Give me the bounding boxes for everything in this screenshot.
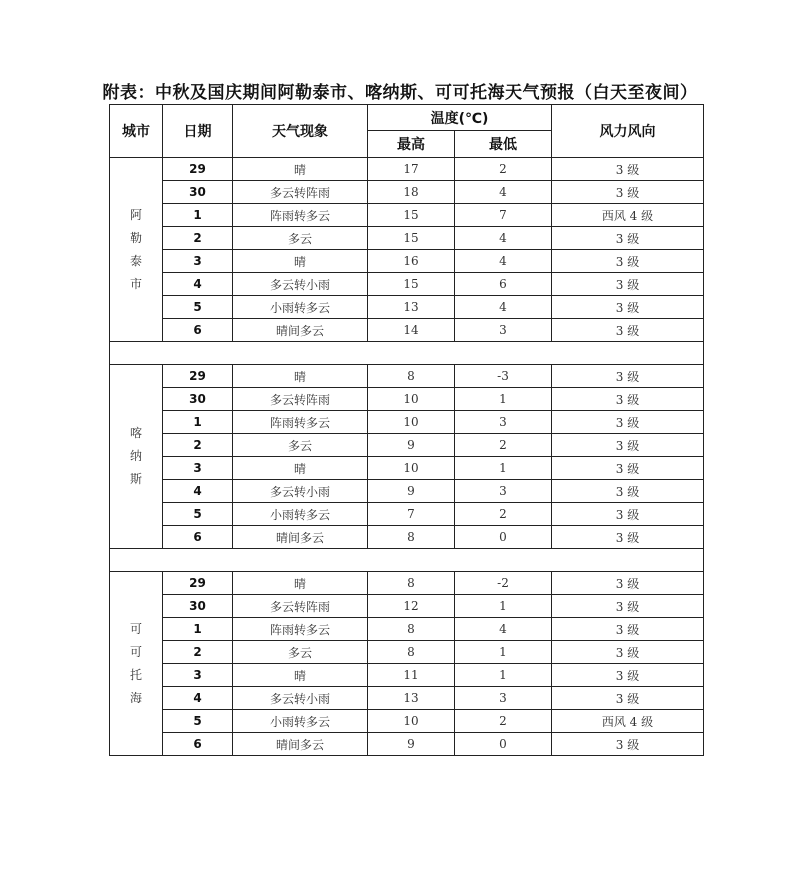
wind-cell: 西风 4 级 <box>552 204 704 227</box>
weather-cell: 多云 <box>233 641 368 664</box>
weather-cell: 小雨转多云 <box>233 503 368 526</box>
weather-cell: 晴间多云 <box>233 733 368 756</box>
high-temp-cell: 17 <box>368 158 455 181</box>
table-row <box>110 434 704 457</box>
date-cell: 29 <box>163 158 233 181</box>
date-cell: 2 <box>163 434 233 457</box>
table-body <box>110 158 704 756</box>
date-cell: 1 <box>163 618 233 641</box>
low-temp-cell: 4 <box>455 250 552 273</box>
weather-cell: 多云转阵雨 <box>233 181 368 204</box>
date-cell: 2 <box>163 227 233 250</box>
wind-cell: 3 级 <box>552 572 704 595</box>
high-temp-cell: 13 <box>368 687 455 710</box>
table-row <box>110 319 704 342</box>
table-row <box>110 365 704 388</box>
low-temp-cell: 1 <box>455 457 552 480</box>
wind-cell: 3 级 <box>552 158 704 181</box>
high-temp-cell: 15 <box>368 227 455 250</box>
date-cell: 1 <box>163 204 233 227</box>
table-row <box>110 526 704 549</box>
wind-cell: 3 级 <box>552 641 704 664</box>
date-cell: 29 <box>163 572 233 595</box>
separator-row <box>110 549 704 572</box>
separator-row <box>110 342 704 365</box>
low-temp-cell: 4 <box>455 296 552 319</box>
weather-cell: 多云转小雨 <box>233 480 368 503</box>
wind-cell: 3 级 <box>552 388 704 411</box>
city-name-cell <box>110 572 163 756</box>
high-temp-cell: 9 <box>368 480 455 503</box>
high-temp-cell: 9 <box>368 434 455 457</box>
weather-cell: 小雨转多云 <box>233 710 368 733</box>
weather-cell: 晴 <box>233 664 368 687</box>
wind-cell: 3 级 <box>552 457 704 480</box>
date-cell: 6 <box>163 319 233 342</box>
date-cell: 2 <box>163 641 233 664</box>
high-temp-cell: 10 <box>368 710 455 733</box>
date-cell: 3 <box>163 250 233 273</box>
table-row <box>110 158 704 181</box>
low-temp-cell: 4 <box>455 181 552 204</box>
weather-cell: 晴间多云 <box>233 319 368 342</box>
table-row <box>110 687 704 710</box>
low-temp-cell: 0 <box>455 526 552 549</box>
weather-cell: 多云转阵雨 <box>233 595 368 618</box>
weather-forecast-table <box>109 104 704 756</box>
weather-cell: 晴 <box>233 572 368 595</box>
wind-cell: 3 级 <box>552 296 704 319</box>
low-temp-cell: 7 <box>455 204 552 227</box>
wind-cell: 3 级 <box>552 273 704 296</box>
wind-cell: 西风 4 级 <box>552 710 704 733</box>
city-name: 阿勒泰市 <box>129 207 142 291</box>
table-row <box>110 273 704 296</box>
table-row <box>110 411 704 434</box>
low-temp-cell: 3 <box>455 687 552 710</box>
table-row <box>110 595 704 618</box>
wind-cell: 3 级 <box>552 365 704 388</box>
weather-cell: 晴 <box>233 158 368 181</box>
header-weather: 天气现象 <box>233 105 368 158</box>
low-temp-cell: 1 <box>455 388 552 411</box>
table-row <box>110 733 704 756</box>
low-temp-cell: 3 <box>455 480 552 503</box>
high-temp-cell: 8 <box>368 572 455 595</box>
low-temp-cell: 0 <box>455 733 552 756</box>
low-temp-cell: 2 <box>455 434 552 457</box>
weather-cell: 多云 <box>233 434 368 457</box>
table-row <box>110 181 704 204</box>
table-row <box>110 204 704 227</box>
weather-cell: 多云转阵雨 <box>233 388 368 411</box>
high-temp-cell: 10 <box>368 411 455 434</box>
wind-cell: 3 级 <box>552 250 704 273</box>
high-temp-cell: 10 <box>368 388 455 411</box>
low-temp-cell: -2 <box>455 572 552 595</box>
table-row <box>110 480 704 503</box>
low-temp-cell: 1 <box>455 664 552 687</box>
date-cell: 6 <box>163 526 233 549</box>
low-temp-cell: 2 <box>455 158 552 181</box>
date-cell: 1 <box>163 411 233 434</box>
wind-cell: 3 级 <box>552 434 704 457</box>
city-name-cell <box>110 158 163 342</box>
city-name-cell <box>110 365 163 549</box>
low-temp-cell: 4 <box>455 227 552 250</box>
weather-cell: 多云转小雨 <box>233 687 368 710</box>
high-temp-cell: 18 <box>368 181 455 204</box>
date-cell: 6 <box>163 733 233 756</box>
low-temp-cell: 6 <box>455 273 552 296</box>
wind-cell: 3 级 <box>552 733 704 756</box>
low-temp-cell: 1 <box>455 595 552 618</box>
high-temp-cell: 14 <box>368 319 455 342</box>
wind-cell: 3 级 <box>552 595 704 618</box>
weather-cell: 晴间多云 <box>233 526 368 549</box>
wind-cell: 3 级 <box>552 687 704 710</box>
date-cell: 29 <box>163 365 233 388</box>
separator-cell <box>110 549 704 572</box>
wind-cell: 3 级 <box>552 227 704 250</box>
page-title: 附表：中秋及国庆期间阿勒泰市、喀纳斯、可可托海天气预报（白天至夜间） <box>102 83 698 103</box>
header-wind: 风力风向 <box>552 105 704 158</box>
city-name: 喀纳斯 <box>129 426 142 486</box>
high-temp-cell: 13 <box>368 296 455 319</box>
high-temp-cell: 8 <box>368 526 455 549</box>
header-date: 日期 <box>163 105 233 158</box>
weather-cell: 多云转小雨 <box>233 273 368 296</box>
weather-cell: 阵雨转多云 <box>233 411 368 434</box>
weather-cell: 阵雨转多云 <box>233 618 368 641</box>
low-temp-cell: 3 <box>455 411 552 434</box>
low-temp-cell: 2 <box>455 710 552 733</box>
header-city: 城市 <box>110 105 163 158</box>
wind-cell: 3 级 <box>552 526 704 549</box>
date-cell: 30 <box>163 595 233 618</box>
weather-cell: 晴 <box>233 457 368 480</box>
table-row <box>110 710 704 733</box>
high-temp-cell: 15 <box>368 273 455 296</box>
date-cell: 3 <box>163 664 233 687</box>
separator-cell <box>110 342 704 365</box>
wind-cell: 3 级 <box>552 181 704 204</box>
high-temp-cell: 16 <box>368 250 455 273</box>
high-temp-cell: 7 <box>368 503 455 526</box>
table-row <box>110 388 704 411</box>
date-cell: 5 <box>163 296 233 319</box>
high-temp-cell: 8 <box>368 365 455 388</box>
weather-cell: 阵雨转多云 <box>233 204 368 227</box>
table-row <box>110 296 704 319</box>
wind-cell: 3 级 <box>552 503 704 526</box>
wind-cell: 3 级 <box>552 411 704 434</box>
table-row <box>110 664 704 687</box>
wind-cell: 3 级 <box>552 480 704 503</box>
low-temp-cell: 1 <box>455 641 552 664</box>
table-row <box>110 641 704 664</box>
low-temp-cell: 3 <box>455 319 552 342</box>
city-name: 可可托海 <box>129 621 142 705</box>
wind-cell: 3 级 <box>552 319 704 342</box>
date-cell: 5 <box>163 710 233 733</box>
header-low: 最低 <box>455 131 552 158</box>
date-cell: 4 <box>163 687 233 710</box>
weather-cell: 小雨转多云 <box>233 296 368 319</box>
header-temperature: 温度(℃) <box>368 105 552 131</box>
date-cell: 3 <box>163 457 233 480</box>
date-cell: 4 <box>163 480 233 503</box>
high-temp-cell: 10 <box>368 457 455 480</box>
date-cell: 5 <box>163 503 233 526</box>
table-row <box>110 227 704 250</box>
table-row <box>110 457 704 480</box>
weather-cell: 晴 <box>233 365 368 388</box>
table-row <box>110 572 704 595</box>
header-high: 最高 <box>368 131 455 158</box>
low-temp-cell: -3 <box>455 365 552 388</box>
date-cell: 30 <box>163 388 233 411</box>
high-temp-cell: 15 <box>368 204 455 227</box>
table-row <box>110 618 704 641</box>
high-temp-cell: 12 <box>368 595 455 618</box>
low-temp-cell: 4 <box>455 618 552 641</box>
high-temp-cell: 8 <box>368 641 455 664</box>
high-temp-cell: 8 <box>368 618 455 641</box>
table-row <box>110 250 704 273</box>
wind-cell: 3 级 <box>552 618 704 641</box>
wind-cell: 3 级 <box>552 664 704 687</box>
table-row <box>110 503 704 526</box>
high-temp-cell: 9 <box>368 733 455 756</box>
low-temp-cell: 2 <box>455 503 552 526</box>
high-temp-cell: 11 <box>368 664 455 687</box>
weather-cell: 晴 <box>233 250 368 273</box>
date-cell: 4 <box>163 273 233 296</box>
weather-cell: 多云 <box>233 227 368 250</box>
date-cell: 30 <box>163 181 233 204</box>
